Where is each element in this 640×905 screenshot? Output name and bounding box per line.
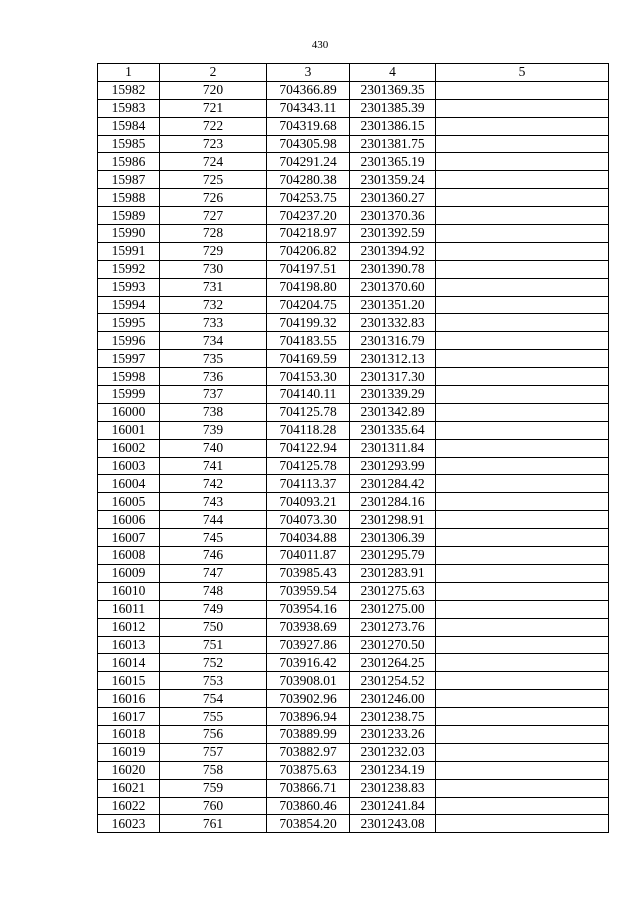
table-cell: 2301243.08 [350, 815, 436, 833]
table-row [98, 386, 609, 404]
table-row [98, 725, 609, 743]
table-cell: 704253.75 [267, 189, 350, 207]
table-cell: 704206.82 [267, 242, 350, 260]
table-cell: 16023 [98, 815, 160, 833]
table-row [98, 618, 609, 636]
table-cell: 749 [160, 600, 267, 618]
table-row [98, 296, 609, 314]
table-cell: 704093.21 [267, 493, 350, 511]
table-cell: 761 [160, 815, 267, 833]
table-cell: 704197.51 [267, 260, 350, 278]
table-cell: 15997 [98, 350, 160, 368]
table-cell: 703916.42 [267, 654, 350, 672]
table-cell: 2301312.13 [350, 350, 436, 368]
table-row [98, 207, 609, 225]
table-cell [436, 386, 609, 404]
table-cell: 2301332.83 [350, 314, 436, 332]
table-cell: 741 [160, 457, 267, 475]
table-cell: 2301365.19 [350, 153, 436, 171]
table-cell: 2301392.59 [350, 225, 436, 243]
table-cell: 739 [160, 421, 267, 439]
table-cell: 2301283.91 [350, 564, 436, 582]
table-cell: 703875.63 [267, 761, 350, 779]
table-cell: 2301298.91 [350, 511, 436, 529]
table-cell [436, 493, 609, 511]
table-cell: 16011 [98, 600, 160, 618]
table-row [98, 403, 609, 421]
table-row [98, 439, 609, 457]
table-cell [436, 672, 609, 690]
table-cell: 2301234.19 [350, 761, 436, 779]
table-cell: 16017 [98, 708, 160, 726]
table-cell: 16003 [98, 457, 160, 475]
table-cell: 704118.28 [267, 421, 350, 439]
table-cell: 16007 [98, 529, 160, 547]
table-cell [436, 564, 609, 582]
table-cell: 16005 [98, 493, 160, 511]
table-cell: 704183.55 [267, 332, 350, 350]
table-cell [436, 368, 609, 386]
table-cell: 740 [160, 439, 267, 457]
table-cell: 15991 [98, 242, 160, 260]
table-cell: 16009 [98, 564, 160, 582]
table-cell: 704291.24 [267, 153, 350, 171]
table-cell: 745 [160, 529, 267, 547]
table-cell: 743 [160, 493, 267, 511]
table-cell: 722 [160, 117, 267, 135]
table-cell: 703854.20 [267, 815, 350, 833]
table-row [98, 278, 609, 296]
table-row [98, 225, 609, 243]
table-cell: 704169.59 [267, 350, 350, 368]
table-cell [436, 439, 609, 457]
table-cell [436, 314, 609, 332]
table-cell: 703927.86 [267, 636, 350, 654]
table-cell: 2301273.76 [350, 618, 436, 636]
table-cell: 732 [160, 296, 267, 314]
table-cell [436, 761, 609, 779]
table-cell: 704280.38 [267, 171, 350, 189]
table-cell: 16018 [98, 725, 160, 743]
table-cell: 16019 [98, 743, 160, 761]
table-cell: 704122.94 [267, 439, 350, 457]
table-cell: 2301311.84 [350, 439, 436, 457]
table-cell: 2301360.27 [350, 189, 436, 207]
table-cell: 753 [160, 672, 267, 690]
table-cell: 724 [160, 153, 267, 171]
table-row [98, 690, 609, 708]
table-cell [436, 708, 609, 726]
table-row [98, 99, 609, 117]
table-row [98, 582, 609, 600]
table-cell: 2301232.03 [350, 743, 436, 761]
table-cell: 2301246.00 [350, 690, 436, 708]
table-cell: 703985.43 [267, 564, 350, 582]
table-cell: 2301386.15 [350, 117, 436, 135]
table-cell: 2301385.39 [350, 99, 436, 117]
table-cell: 731 [160, 278, 267, 296]
table-cell: 15983 [98, 99, 160, 117]
table-cell: 2301254.52 [350, 672, 436, 690]
table-row [98, 475, 609, 493]
table-row [98, 672, 609, 690]
table-cell [436, 600, 609, 618]
table-row [98, 350, 609, 368]
table-cell: 737 [160, 386, 267, 404]
table-cell: 742 [160, 475, 267, 493]
table-cell [436, 242, 609, 260]
table-cell [436, 260, 609, 278]
table-cell: 16016 [98, 690, 160, 708]
table-cell: 704140.11 [267, 386, 350, 404]
table-row [98, 171, 609, 189]
table-cell: 746 [160, 547, 267, 565]
table-cell: 744 [160, 511, 267, 529]
table-cell: 15999 [98, 386, 160, 404]
table-cell [436, 654, 609, 672]
table-cell [436, 582, 609, 600]
table-cell: 703860.46 [267, 797, 350, 815]
table-cell: 750 [160, 618, 267, 636]
table-cell: 704319.68 [267, 117, 350, 135]
table-cell [436, 618, 609, 636]
table-cell: 2301233.26 [350, 725, 436, 743]
table-row [98, 332, 609, 350]
table-row [98, 600, 609, 618]
table-cell: 723 [160, 135, 267, 153]
table-cell: 703959.54 [267, 582, 350, 600]
table-cell: 703896.94 [267, 708, 350, 726]
table-cell: 751 [160, 636, 267, 654]
table-cell: 704343.11 [267, 99, 350, 117]
table-cell [436, 797, 609, 815]
table-cell: 727 [160, 207, 267, 225]
table-cell: 15992 [98, 260, 160, 278]
table-cell [436, 153, 609, 171]
coordinates-table [97, 63, 609, 833]
column-header: 5 [436, 64, 609, 82]
table-cell: 2301275.63 [350, 582, 436, 600]
table-row [98, 815, 609, 833]
table-cell [436, 332, 609, 350]
table-cell: 15995 [98, 314, 160, 332]
table-cell: 15986 [98, 153, 160, 171]
table-cell: 15996 [98, 332, 160, 350]
table-cell: 704218.97 [267, 225, 350, 243]
table-cell: 2301270.50 [350, 636, 436, 654]
table-cell: 720 [160, 81, 267, 99]
table-cell: 16000 [98, 403, 160, 421]
table-cell [436, 511, 609, 529]
table-cell: 735 [160, 350, 267, 368]
table-cell [436, 278, 609, 296]
table-row [98, 117, 609, 135]
column-header: 3 [267, 64, 350, 82]
table-row [98, 529, 609, 547]
table-cell: 16008 [98, 547, 160, 565]
table-cell: 15984 [98, 117, 160, 135]
table-cell: 15994 [98, 296, 160, 314]
table-cell: 760 [160, 797, 267, 815]
table-cell: 15990 [98, 225, 160, 243]
table-cell [436, 547, 609, 565]
table-cell: 747 [160, 564, 267, 582]
table-row [98, 547, 609, 565]
table-cell: 2301381.75 [350, 135, 436, 153]
table-cell: 704034.88 [267, 529, 350, 547]
table-cell [436, 117, 609, 135]
table-cell: 2301316.79 [350, 332, 436, 350]
table-cell: 704366.89 [267, 81, 350, 99]
table-cell: 15989 [98, 207, 160, 225]
table-cell [436, 296, 609, 314]
table-cell [436, 81, 609, 99]
table-cell: 2301394.92 [350, 242, 436, 260]
table-cell: 15982 [98, 81, 160, 99]
table-row [98, 314, 609, 332]
table-cell: 2301370.36 [350, 207, 436, 225]
table-cell: 2301293.99 [350, 457, 436, 475]
table-cell [436, 815, 609, 833]
table-cell: 16012 [98, 618, 160, 636]
table-row [98, 511, 609, 529]
table-row [98, 242, 609, 260]
table-cell: 2301238.75 [350, 708, 436, 726]
table-cell [436, 171, 609, 189]
table-cell [436, 207, 609, 225]
table-row [98, 761, 609, 779]
table-cell [436, 743, 609, 761]
table-cell: 704073.30 [267, 511, 350, 529]
table-cell [436, 690, 609, 708]
column-header: 1 [98, 64, 160, 82]
table-cell: 733 [160, 314, 267, 332]
table-row [98, 708, 609, 726]
table-cell: 703889.99 [267, 725, 350, 743]
table-row [98, 260, 609, 278]
table-cell: 703954.16 [267, 600, 350, 618]
table-cell: 16004 [98, 475, 160, 493]
table-cell: 704199.32 [267, 314, 350, 332]
column-header: 2 [160, 64, 267, 82]
table-cell: 748 [160, 582, 267, 600]
table-cell: 2301317.30 [350, 368, 436, 386]
table-cell: 758 [160, 761, 267, 779]
table-cell: 16020 [98, 761, 160, 779]
table-cell: 16013 [98, 636, 160, 654]
page-number: 430 [311, 39, 329, 51]
table-cell: 2301335.64 [350, 421, 436, 439]
table-row [98, 564, 609, 582]
table-cell: 759 [160, 779, 267, 797]
table-cell [436, 779, 609, 797]
table-cell: 726 [160, 189, 267, 207]
table-cell: 2301369.35 [350, 81, 436, 99]
table-row [98, 368, 609, 386]
table-cell: 2301241.84 [350, 797, 436, 815]
table-cell: 755 [160, 708, 267, 726]
table-cell: 2301238.83 [350, 779, 436, 797]
table-row [98, 797, 609, 815]
table-cell: 2301306.39 [350, 529, 436, 547]
table-cell [436, 636, 609, 654]
table-body [98, 81, 609, 832]
table-cell: 2301339.29 [350, 386, 436, 404]
table-cell [436, 725, 609, 743]
table-row [98, 189, 609, 207]
table-row [98, 457, 609, 475]
table-cell [436, 403, 609, 421]
table-cell: 730 [160, 260, 267, 278]
table-row [98, 779, 609, 797]
table-cell: 757 [160, 743, 267, 761]
table-cell: 15993 [98, 278, 160, 296]
table-cell: 703938.69 [267, 618, 350, 636]
table-cell [436, 457, 609, 475]
table-cell: 734 [160, 332, 267, 350]
table-cell [436, 99, 609, 117]
table-cell: 752 [160, 654, 267, 672]
table-cell: 728 [160, 225, 267, 243]
table-cell: 16002 [98, 439, 160, 457]
table-cell: 704113.37 [267, 475, 350, 493]
table-cell: 2301284.16 [350, 493, 436, 511]
column-header: 4 [350, 64, 436, 82]
table-cell: 704125.78 [267, 403, 350, 421]
table-cell: 2301351.20 [350, 296, 436, 314]
table-cell: 16010 [98, 582, 160, 600]
table-cell: 16001 [98, 421, 160, 439]
table-row [98, 135, 609, 153]
table-cell: 16021 [98, 779, 160, 797]
table-cell: 16022 [98, 797, 160, 815]
table-cell [436, 529, 609, 547]
table-row [98, 636, 609, 654]
table-cell: 703902.96 [267, 690, 350, 708]
table-cell: 2301284.42 [350, 475, 436, 493]
table-cell [436, 350, 609, 368]
table-cell: 703882.97 [267, 743, 350, 761]
table-row [98, 654, 609, 672]
table-cell: 2301359.24 [350, 171, 436, 189]
table-cell: 738 [160, 403, 267, 421]
table-cell: 704125.78 [267, 457, 350, 475]
table-row [98, 153, 609, 171]
table-cell: 2301295.79 [350, 547, 436, 565]
table-cell: 704011.87 [267, 547, 350, 565]
table-cell: 15988 [98, 189, 160, 207]
table-cell [436, 475, 609, 493]
table-cell [436, 225, 609, 243]
table-cell: 754 [160, 690, 267, 708]
table-row [98, 421, 609, 439]
table-row [98, 493, 609, 511]
table-cell: 15985 [98, 135, 160, 153]
table-header-row [98, 64, 609, 82]
table-cell: 703908.01 [267, 672, 350, 690]
table-cell [436, 189, 609, 207]
table-cell: 703866.71 [267, 779, 350, 797]
table-cell: 2301275.00 [350, 600, 436, 618]
table-cell: 2301264.25 [350, 654, 436, 672]
table-cell: 15998 [98, 368, 160, 386]
table-cell: 2301390.78 [350, 260, 436, 278]
table-cell: 736 [160, 368, 267, 386]
table-cell: 704198.80 [267, 278, 350, 296]
table-cell: 704305.98 [267, 135, 350, 153]
table-cell: 15987 [98, 171, 160, 189]
table-cell: 2301342.89 [350, 403, 436, 421]
table-cell: 16014 [98, 654, 160, 672]
table-cell: 729 [160, 242, 267, 260]
table-cell: 2301370.60 [350, 278, 436, 296]
table-cell: 704204.75 [267, 296, 350, 314]
table-cell [436, 421, 609, 439]
table-row [98, 743, 609, 761]
table-cell: 756 [160, 725, 267, 743]
table-cell [436, 135, 609, 153]
table-cell: 704153.30 [267, 368, 350, 386]
table-cell: 16015 [98, 672, 160, 690]
table-cell: 704237.20 [267, 207, 350, 225]
table-cell: 725 [160, 171, 267, 189]
table-cell: 16006 [98, 511, 160, 529]
table-cell: 721 [160, 99, 267, 117]
table-row [98, 81, 609, 99]
